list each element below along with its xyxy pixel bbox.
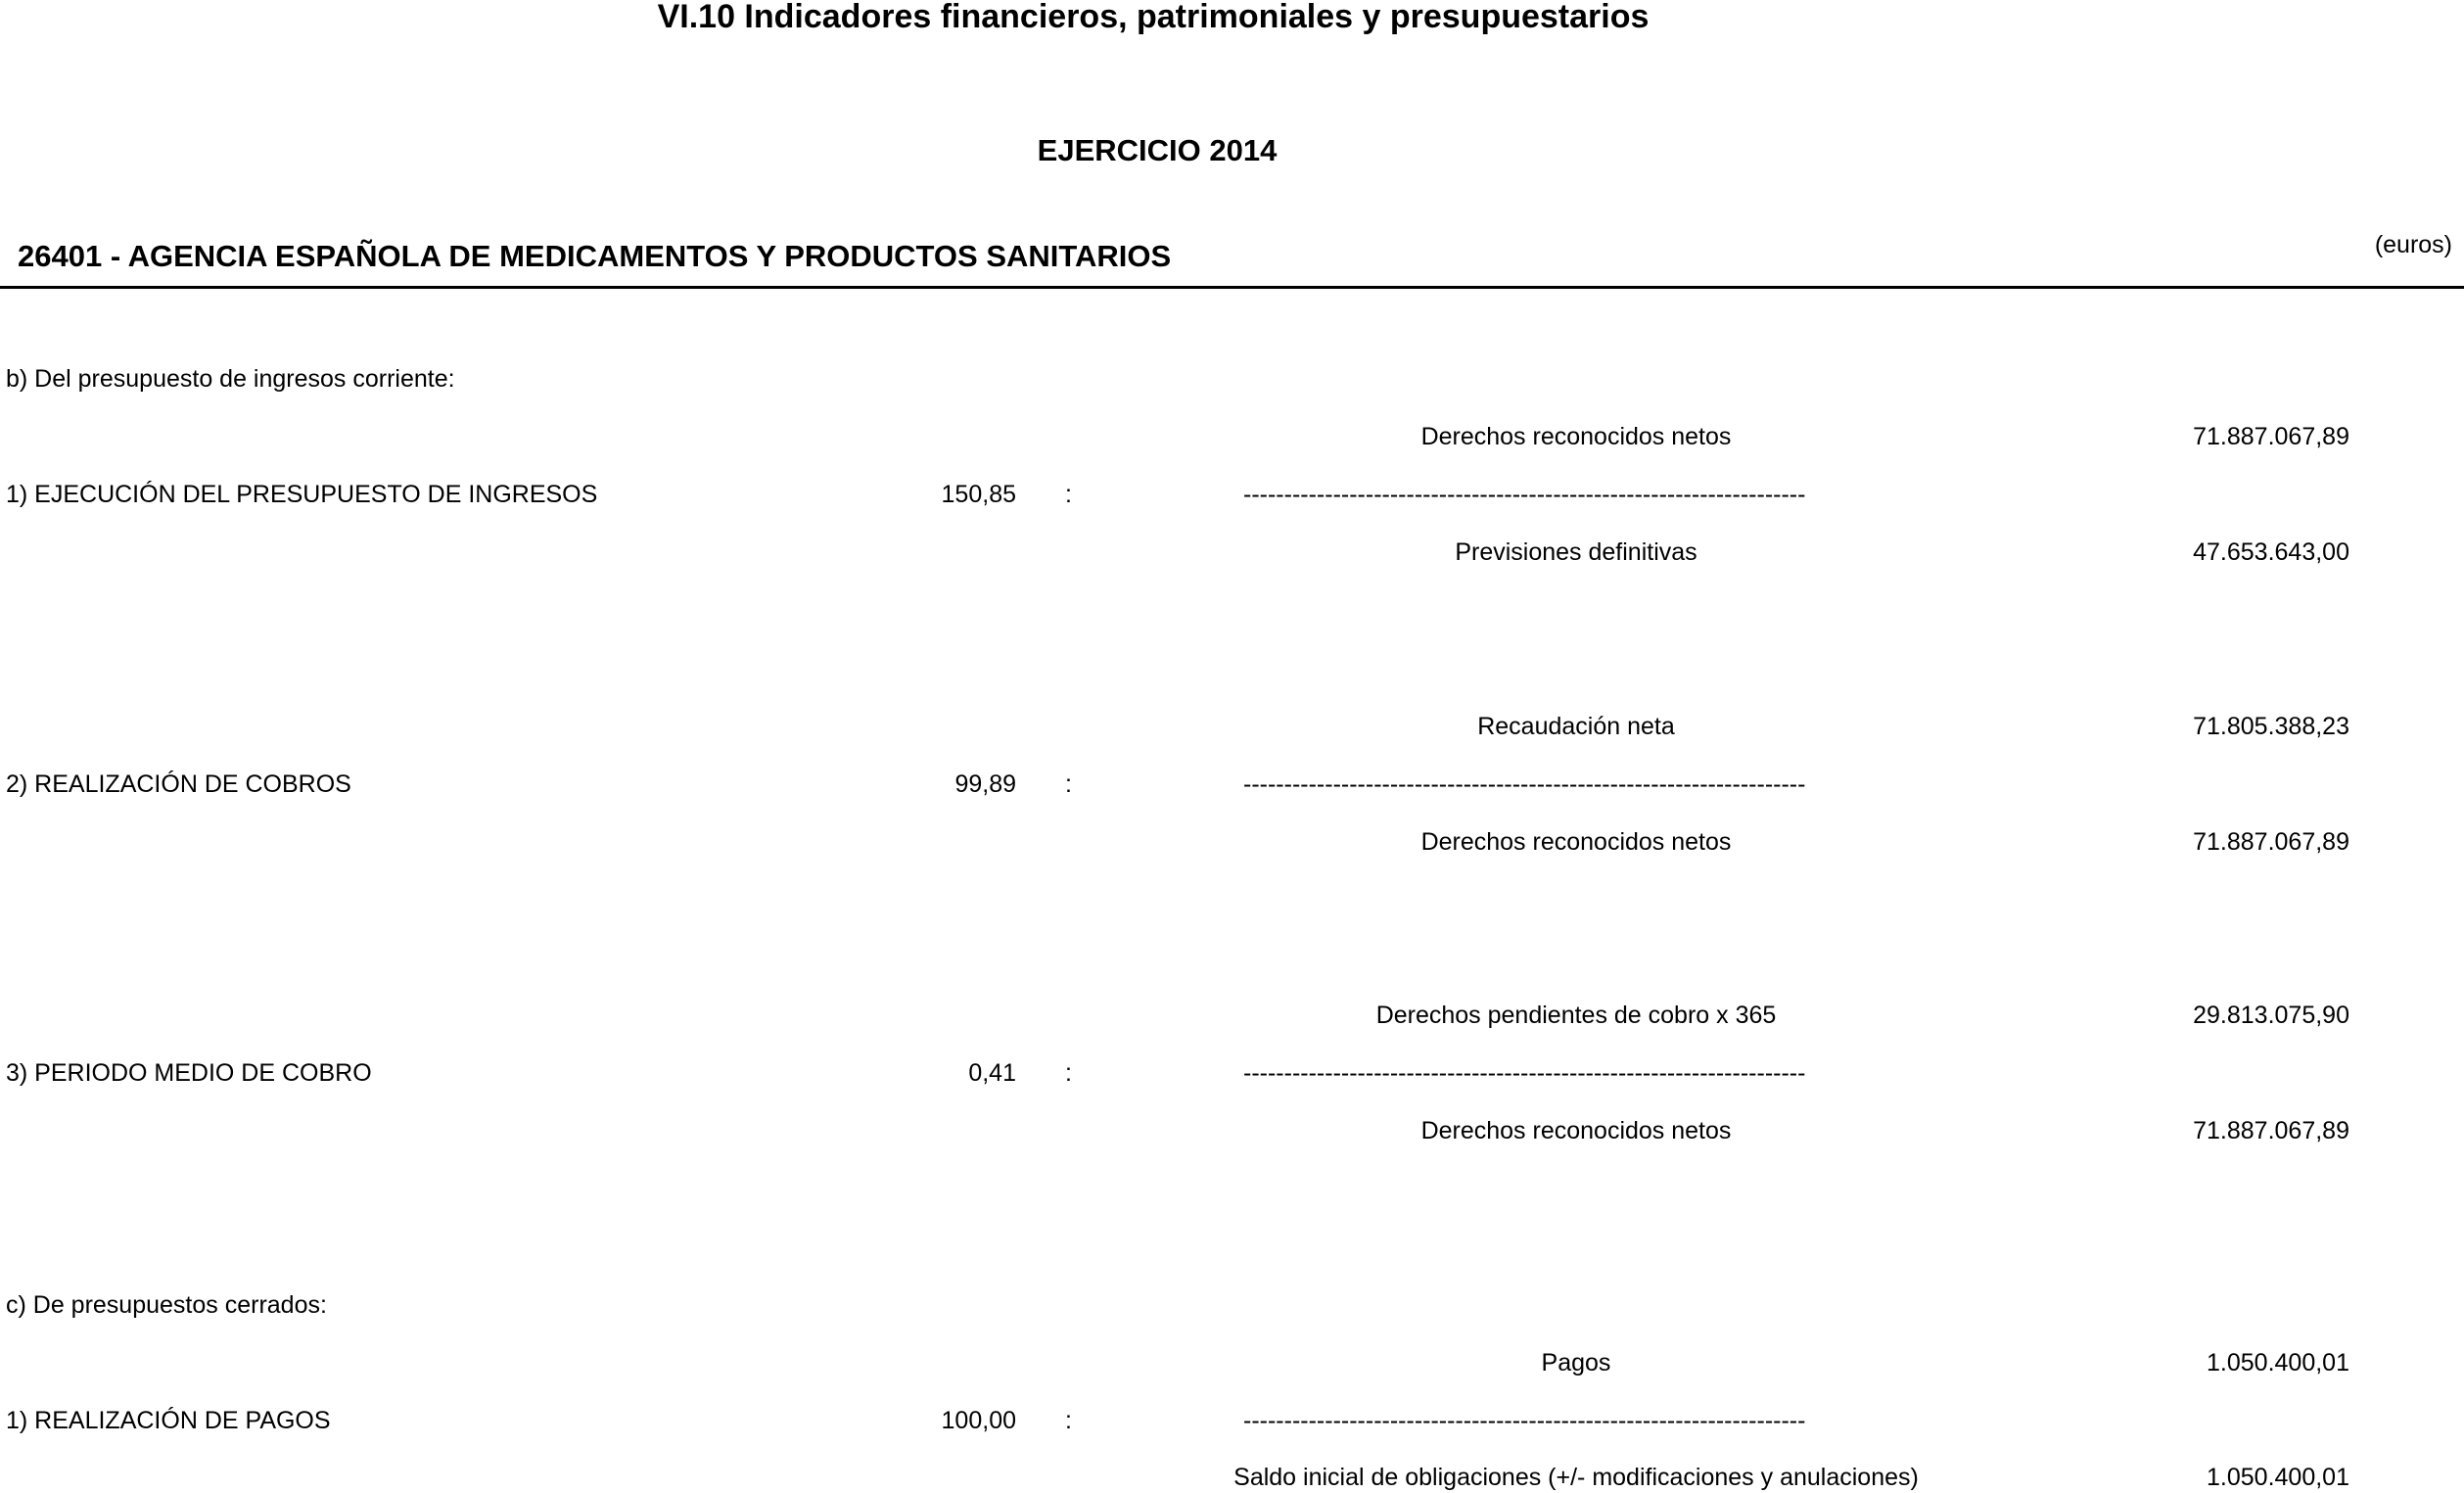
numerator-amount: 71.887.067,89 [2193,423,2349,450]
fraction-line: --------------------------------------------------------------------- [1243,1059,1806,1087]
numerator-label: Pagos [1541,1349,1611,1376]
section-title-c: c) De presupuestos cerrados: [6,1291,327,1319]
numerator-amount: 29.813.075,90 [2193,1002,2349,1029]
currency-note: (euros) [2374,231,2452,258]
denominator-amount: 71.887.067,89 [2193,828,2349,856]
exercise-year: EJERCICIO 2014 [1037,133,1278,167]
colon-separator: : [1065,770,1072,798]
indicator-label: 2) REALIZACIÓN DE COBROS [6,770,351,798]
numerator-amount: 71.805.388,23 [2193,713,2349,740]
indicator-value: 99,89 [954,770,1016,798]
section-title-b: b) Del presupuesto de ingresos corriente: [6,365,455,393]
indicator-label: 1) EJECUCIÓN DEL PRESUPUESTO DE INGRESOS [6,481,598,508]
colon-separator: : [1065,481,1072,508]
indicator-value: 0,41 [968,1059,1016,1087]
numerator-amount: 1.050.400,01 [2207,1349,2349,1376]
denominator-amount: 1.050.400,01 [2207,1464,2349,1491]
colon-separator: : [1065,1059,1072,1087]
page-title: VI.10 Indicadores financieros, patrimoniales y presupuestarios [657,0,1650,35]
entity-name: 26401 - AGENCIA ESPAÑOLA DE MEDICAMENTOS Y PRODUCTOS SANITARIOS [18,239,1172,273]
numerator-label: Derechos pendientes de cobro x 365 [1375,1002,1777,1029]
denominator-label: Derechos reconocidos netos [1420,1117,1732,1144]
denominator-amount: 47.653.643,00 [2193,538,2349,566]
denominator-label: Derechos reconocidos netos [1420,828,1732,856]
numerator-label: Recaudación neta [1477,713,1675,740]
colon-separator: : [1065,1407,1072,1434]
indicator-label: 1) REALIZACIÓN DE PAGOS [6,1407,331,1434]
fraction-line: --------------------------------------------------------------------- [1243,770,1806,798]
fraction-line: --------------------------------------------------------------------- [1243,1407,1806,1434]
denominator-amount: 71.887.067,89 [2193,1117,2349,1144]
denominator-label: Saldo inicial de obligaciones (+/- modificaciones y anulaciones) [1233,1464,1919,1491]
denominator-label: Previsiones definitivas [1455,538,1697,566]
indicator-value: 150,85 [941,481,1016,508]
numerator-label: Derechos reconocidos netos [1420,423,1732,450]
indicator-value: 100,00 [941,1407,1016,1434]
header-divider [0,286,2464,289]
fraction-line: --------------------------------------------------------------------- [1243,481,1806,508]
indicator-label: 3) PERIODO MEDIO DE COBRO [6,1059,372,1087]
